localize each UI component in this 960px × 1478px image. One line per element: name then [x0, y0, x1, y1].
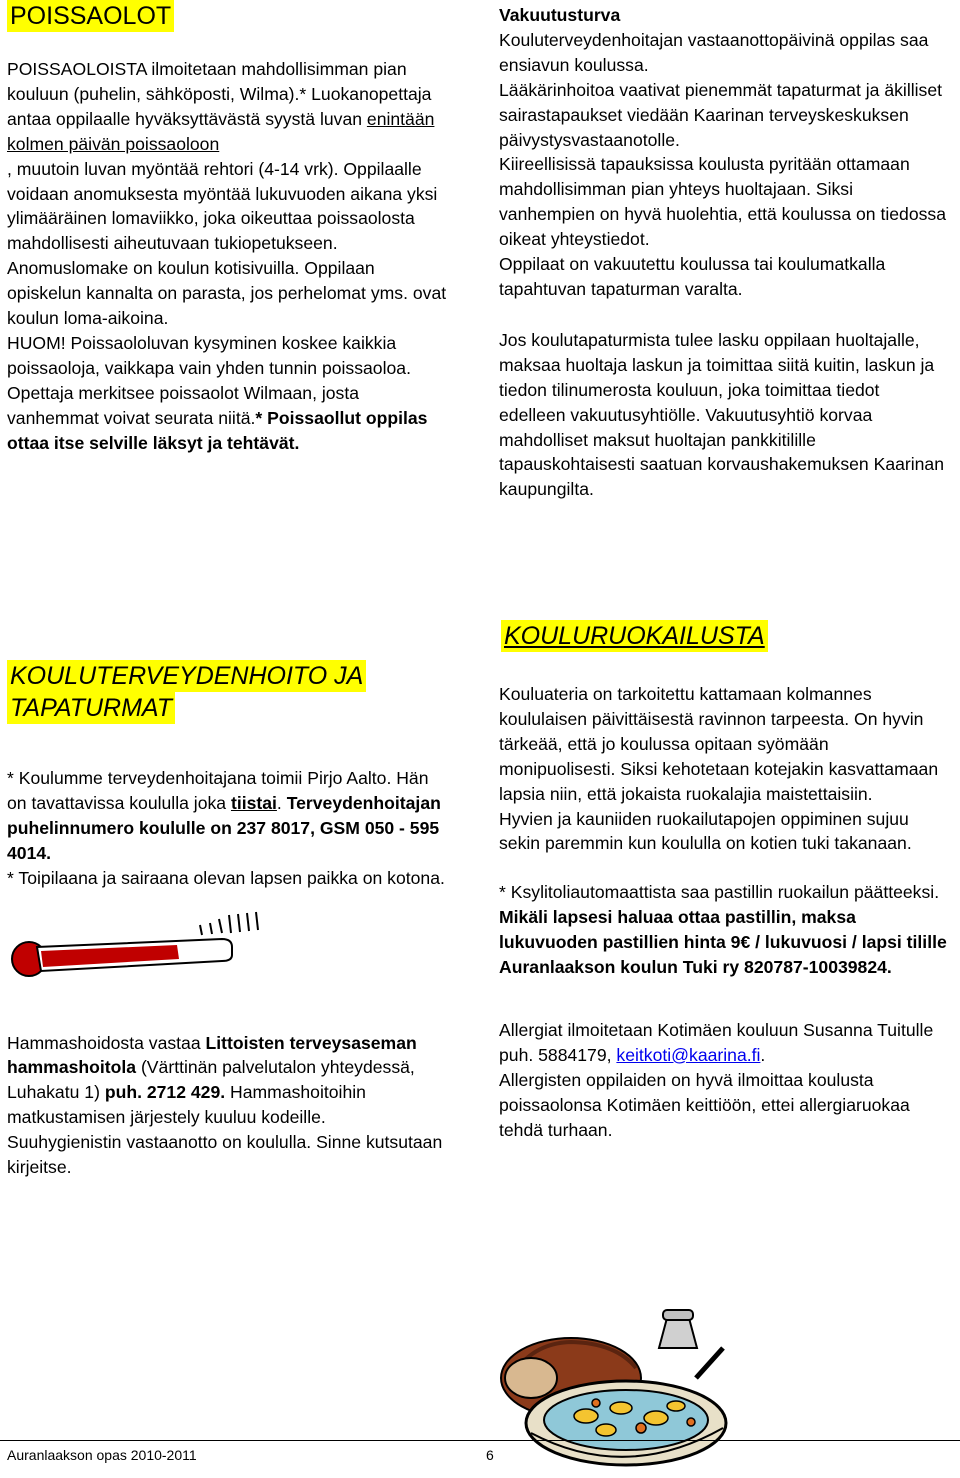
hygienist-text: Suuhygienistin vastaanotto on koululla. Sinne kutsutaan kirjeitse. [7, 1132, 443, 1178]
text-run: tiistai [230, 792, 277, 813]
text-run: * Ksylitoliautomaattista saa pastillin ruokailun päätteeksi. [499, 882, 940, 903]
meals-heading: KOULURUOKAILUSTA [501, 620, 768, 652]
footer-title: Auranlaakson opas 2010-2011 [7, 1447, 197, 1463]
text-run: Allergiat ilmoitetaan Kotimäen kouluun Susanna Tuitulle puh. 5884179, [499, 1019, 934, 1065]
text-run: Hammashoitoihin matkustamisen järjestely kuuluu kodeille. [7, 1082, 366, 1128]
text-run: Hammashoidosta vastaa [7, 1032, 206, 1053]
health-section [7, 660, 447, 1180]
absence-heading: POISSAOLOT [7, 0, 174, 32]
allergy-contact-text [499, 1018, 949, 1068]
page-footer [0, 1440, 960, 1463]
text-run: . [276, 792, 287, 813]
text-run: enintään kolmen päivän poissaoloon [7, 108, 435, 154]
xylitol-text [499, 880, 949, 980]
text-run: * Koulumme terveydenhoitajana toimii Pirjo Aalto. Hän on tavattavissa koululla joka [7, 768, 429, 813]
insurance-text [499, 28, 949, 302]
thermometer-icon [7, 911, 307, 991]
food-bowl-illustration [491, 1308, 731, 1478]
text-run: Oppilaat on vakuutettu koulussa tai koulumatkalla tapahtuvan tapaturman varalta. [499, 254, 886, 299]
email-link[interactable]: keitkoti@kaarina.fi [616, 1044, 761, 1065]
dental-text [7, 1031, 447, 1131]
health-heading-line1: KOULUTERVEYDENHOITO JA [7, 660, 366, 692]
text-run: * Poissaollut oppilas ottaa itse selville läksyt ja tehtävät. [7, 407, 428, 453]
allergy-absence-text: Allergisten oppilaiden on hyvä ilmoittaa koulusta poissaolonsa Kotimäen keittiöön, ettei allergiaruokaa tehdä turhaan. [499, 1069, 910, 1140]
text-run: Lääkärinhoitoa vaativat pienemmät tapaturmat ja äkilliset sairastapaukset viedään Kaarinan terveyskeskuksen päivystysvastaanotolle. [499, 79, 943, 150]
text-run: Terveydenhoitajan puhelinnumero koululle on 237 8017, GSM 050 - 595 4014. [7, 792, 441, 863]
text-run: Mikäli lapsesi haluaa ottaa pastillin, maksa lukuvuoden pastillien hinta 9€ / lukuvuosi / lapsi tilille Auranlaakson koulun Tuki ry 820787-10039824. [499, 907, 947, 978]
text-run: Kouluterveydenhoitajan vastaanottopäivinä oppilas saa ensiavun koulussa. [499, 29, 929, 75]
text-run: , muutoin luvan myöntää rehtori (4-14 vrk). Oppilaalle voidaan anomuksesta myöntää lukuvuoden aikana yksi ylimääräinen lomaviikko, joka oikeuttaa poissaolosta mahdollisesti aiheutuvaan tukiopetukseen. Anomuslomake on koulun kotisivuilla. Oppilaan opiskelun kannalta on parasta, jos perhelomat yms. ovat koulun loma-aikoina. [7, 158, 447, 329]
page-number: 6 [486, 1447, 494, 1463]
insurance-heading: Vakuutusturva [499, 5, 621, 25]
text-run: puh. 2712 429. [104, 1082, 226, 1103]
health-nurse-text [7, 766, 447, 866]
thermometer-illustration [7, 891, 447, 1031]
text-run: POISSAOLOISTA ilmoitetaan mahdollisimman pian kouluun (puhelin, sähköposti, Wilma). [7, 59, 407, 104]
text-run: * Luokanopettaja antaa oppilaalle hyväksyttävästä syystä luvan [7, 83, 432, 129]
insurance-section [499, 3, 949, 502]
health-heading-line2: TAPATURMAT [7, 692, 175, 724]
meals-section [499, 620, 949, 1143]
meals-manners-text: Hyvien ja kauniiden ruokailutapojen oppiminen sujuu sekin paremmin kun koululla on kotien tuki takanaan. [499, 808, 912, 854]
text-run: HUOM! Poissaololuvan kysyminen koskee kaikkia poissaoloja, vaikkapa vain yhden tunnin poissaoloa. [7, 332, 411, 378]
insurance-bill-text: Jos koulutapaturmista tulee lasku oppilaan huoltajalle, maksaa huoltaja laskun ja toimittaa siitä kuitin, laskun ja tiedon tilinumerosta kouluun, joka toimittaa tiedot edelleen vakuutusyhtiölle. Vakuutusyhtiö korvaa mahdolliset maksut huoltajan pankkitilille tapauskohtaisesti saatuan korvaushakemuksen Kaarinan kaupungilta. [499, 329, 945, 500]
text-run: Littoisten terveysaseman hammashoitola [7, 1032, 417, 1078]
meals-text: Kouluateria on tarkoitettu kattamaan kolmannes koululaisen päivittäisestä ravinnon tarpeesta. On hyvin tärkeää, että jo koulussa opitaan syömään monipuolisesti. Siksi kehotetaan kotejakin kasvattamaan lapsia niin, että jokaista ruokalajia maistettaisiin. [499, 684, 939, 804]
health-sick-text: * Toipilaana ja sairaana olevan lapsen paikka on kotona. [7, 867, 445, 888]
absence-section [7, 0, 447, 456]
text-run: Opettaja merkitsee poissaolot Wilmaan, josta vanhemmat voivat seurata niitä. [7, 382, 360, 428]
text-run: (Värttinän palvelutalon yhteydessä, Luhakatu 1) [7, 1057, 415, 1103]
text-run: Kiireellisissä tapauksissa koulusta pyritään ottamaan mahdollisimman pian yhteys huoltajaan. Siksi vanhempien on hyvä huolehtia, että koulussa on tiedossa oikeat yhteystiedot. [499, 154, 946, 250]
absence-text [7, 57, 447, 456]
text-run: . [760, 1044, 766, 1065]
